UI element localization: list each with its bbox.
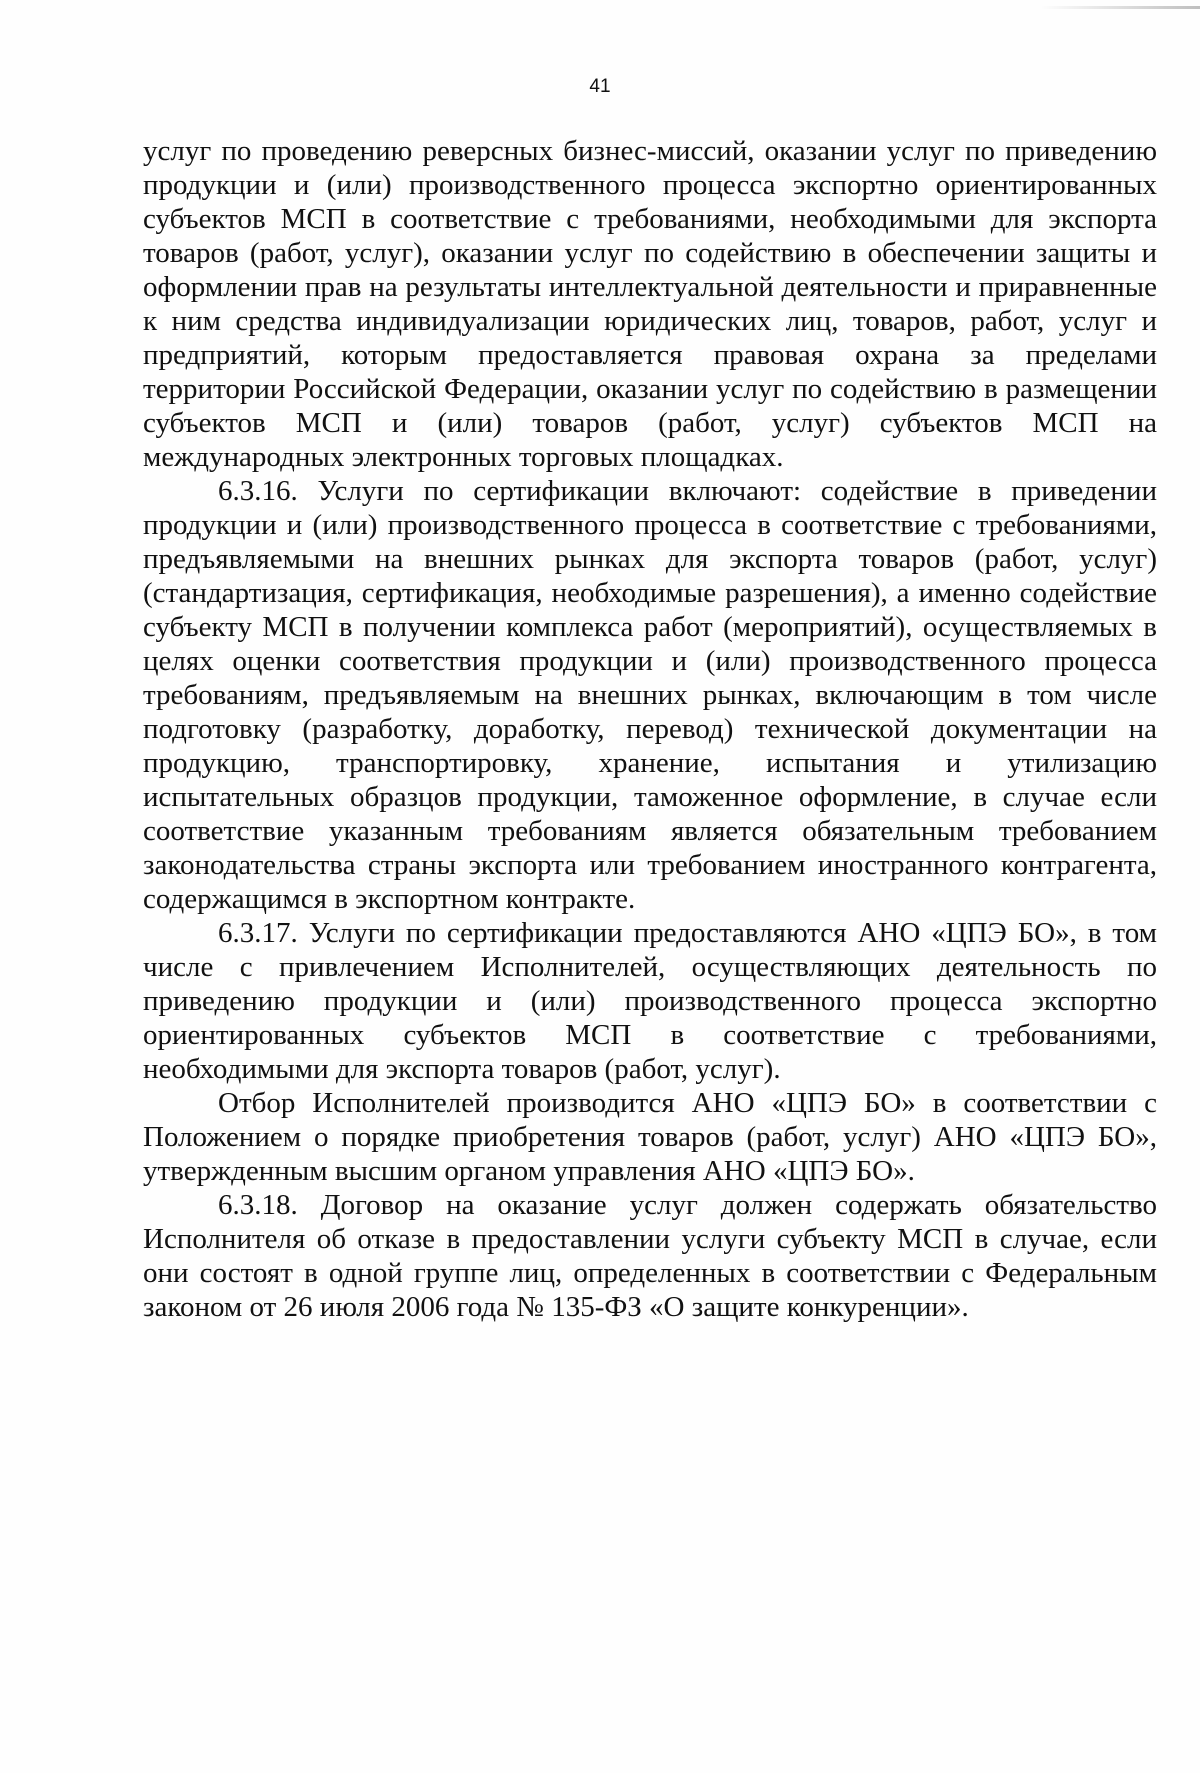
scan-edge-mark	[1040, 6, 1200, 9]
paragraph-6-3-17: 6.3.17. Услуги по сертификации предоставляются АНО «ЦПЭ БО», в том числе с привлечением Исполнителей, осуществляющих деятельность по приведению продукции и (или) производственного процесса экспортно ориентированных субъектов МСП в соответствие с требованиями, необходимыми для экспорта товаров (работ, услуг).	[143, 917, 1157, 1085]
paragraph-continuation: услуг по проведению реверсных бизнес-миссий, оказании услуг по приведению продукции и (или) производственного процесса экспортно ориентированных субъектов МСП в соответствие с требованиями, необходимыми для экспорта товаров (работ, услуг), оказании услуг по содействию в обеспечении защиты и оформлении прав на результаты интеллектуальной деятельности и приравненные к ним средства индивидуализации юридических лиц, товаров, работ, услуг и предприятий, которым предоставляется правовая охрана за пределами территории Российской Федерации, оказании услуг по содействию в размещении субъектов МСП и (или) товаров (работ, услуг) субъектов МСП на международных электронных торговых площадках.	[143, 135, 1157, 473]
body-text	[143, 134, 1157, 1324]
paragraph-6-3-18: 6.3.18. Договор на оказание услуг должен содержать обязательство Исполнителя об отказе в предоставлении услуги субъекту МСП в случае, если они состоят в одной группе лиц, определенных в соответствии с Федеральным законом от 26 июля 2006 года № 135-ФЗ «О защите конкуренции».	[143, 1189, 1157, 1323]
paragraph-executor-selection: Отбор Исполнителей производится АНО «ЦПЭ БО» в соответствии с Положением о порядке приобретения товаров (работ, услуг) АНО «ЦПЭ БО», утвержденным высшим органом управления АНО «ЦПЭ БО».	[143, 1087, 1157, 1187]
page-number: 41	[589, 76, 611, 97]
paragraph-6-3-16: 6.3.16. Услуги по сертификации включают: содействие в приведении продукции и (или) производственного процесса в соответствие с требованиями, предъявляемыми на внешних рынках для экспорта товаров (работ, услуг) (стандартизация, сертификация, необходимые разрешения), а именно содействие субъекту МСП в получении комплекса работ (мероприятий), осуществляемых в целях оценки соответствия продукции и (или) производственного процесса требованиям, предъявляемым на внешних рынках, включающим в том числе подготовку (разработку, доработку, перевод) технической документации на продукцию, транспортировку, хранение, испытания и утилизацию испытательных образцов продукции, таможенное оформление, в случае если соответствие указанным требованиям является обязательным требованием законодательства страны экспорта или требованием иностранного контрагента, содержащимся в экспортном контракте.	[143, 475, 1157, 915]
